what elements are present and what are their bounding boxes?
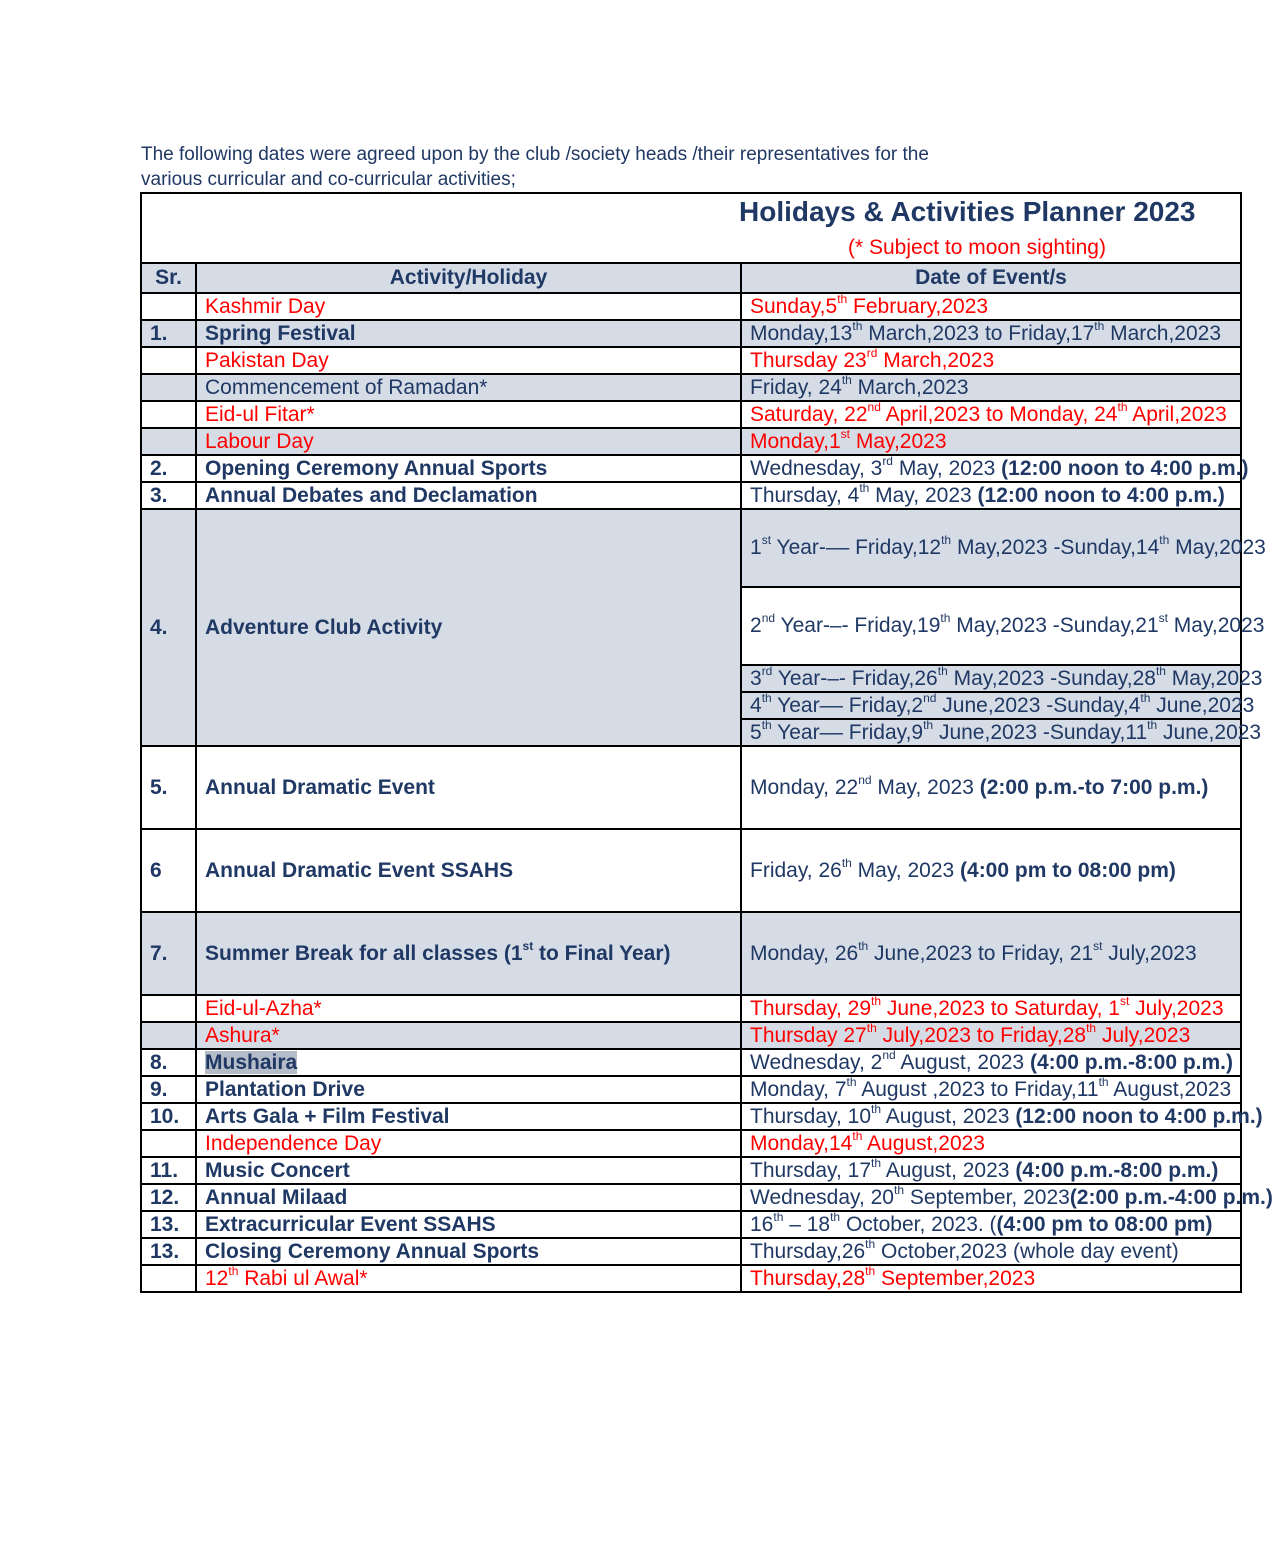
header-date: Date of Event/s: [741, 263, 1241, 293]
row-sr: 4.: [141, 509, 196, 746]
row-date: Thursday, 4th May, 2023 (12:00 noon to 4:00 p.m.): [741, 482, 1241, 509]
row-date: Thursday,28th September,2023: [741, 1265, 1241, 1292]
row-date: Sunday,5th February,2023: [741, 293, 1241, 320]
table-row: [141, 995, 1241, 1022]
row-date: Thursday 23rd March,2023: [741, 347, 1241, 374]
planner-subtitle: (* Subject to moon sighting): [848, 236, 1106, 259]
row-date: Friday, 26th May, 2023 (4:00 pm to 08:00 pm): [741, 829, 1241, 912]
table-row: [141, 347, 1241, 374]
row-activity: Plantation Drive: [196, 1076, 741, 1103]
row-activity: Independence Day: [196, 1130, 741, 1157]
planner-table: [140, 192, 1273, 1293]
row-activity: Labour Day: [196, 428, 741, 455]
row-activity: Annual Milaad: [196, 1184, 741, 1211]
row-sr: 1.: [141, 320, 196, 347]
row-sr: 2.: [141, 455, 196, 482]
row-sr: 3.: [141, 482, 196, 509]
row-sr: 7.: [141, 912, 196, 995]
row-activity: Eid-ul-Azha*: [196, 995, 741, 1022]
row-date: Wednesday, 2nd August, 2023 (4:00 p.m.-8:00 p.m.): [741, 1049, 1241, 1076]
table-row: [141, 482, 1241, 509]
row-sr: 13.: [141, 1238, 196, 1265]
row-sr: [141, 293, 196, 320]
row-activity: Spring Festival: [196, 320, 741, 347]
table-row: [141, 320, 1241, 347]
table-row: [141, 293, 1241, 320]
row-date: 2nd Year-–- Friday,19th May,2023 -Sunday,21st May,2023: [741, 587, 1241, 665]
row-date: Monday,13th March,2023 to Friday,17th March,2023: [741, 320, 1241, 347]
row-sr: [141, 374, 196, 401]
row-date: Monday, 26th June,2023 to Friday, 21st July,2023: [741, 912, 1241, 995]
table-row: [141, 455, 1241, 482]
row-activity: Adventure Club Activity: [196, 509, 741, 746]
row-date: Wednesday, 20th September, 2023(2:00 p.m.-4:00 p.m.): [741, 1184, 1241, 1211]
row-date: Thursday 27th July,2023 to Friday,28th July,2023: [741, 1022, 1241, 1049]
row-date: Thursday, 10th August, 2023 (12:00 noon to 4:00 p.m.): [741, 1103, 1241, 1130]
row-sr: [141, 995, 196, 1022]
row-date: Monday,14th August,2023: [741, 1130, 1241, 1157]
row-sr: [141, 428, 196, 455]
row-activity: Closing Ceremony Annual Sports: [196, 1238, 741, 1265]
row-date: Monday, 22nd May, 2023 (2:00 p.m.-to 7:00 p.m.): [741, 746, 1241, 829]
table-row: [141, 428, 1241, 455]
table-row: [141, 1238, 1241, 1265]
row-activity: Ashura*: [196, 1022, 741, 1049]
planner-title: Holidays & Activities Planner 2023: [739, 196, 1196, 227]
column-header-row: [141, 263, 1241, 293]
table-row: [141, 1265, 1241, 1292]
table-row: [141, 1157, 1241, 1184]
row-date: 1st Year-–– Friday,12th May,2023 -Sunday,14th May,2023: [741, 509, 1241, 587]
row-activity: Summer Break for all classes (1st to Final Year): [196, 912, 741, 995]
row-activity: Kashmir Day: [196, 293, 741, 320]
header-sr: Sr.: [141, 263, 196, 293]
row-activity: Arts Gala + Film Festival: [196, 1103, 741, 1130]
intro-text: [141, 142, 1141, 192]
row-date: 3rd Year-–- Friday,26th May,2023 -Sunday,28th May,2023: [741, 665, 1241, 692]
row-date: Wednesday, 3rd May, 2023 (12:00 noon to 4:00 p.m.): [741, 455, 1241, 482]
title-row: [141, 193, 1241, 263]
row-activity: Eid-ul Fitar*: [196, 401, 741, 428]
row-activity: Pakistan Day: [196, 347, 741, 374]
row-sr: 13.: [141, 1211, 196, 1238]
row-sr: [141, 347, 196, 374]
row-activity: Music Concert: [196, 1157, 741, 1184]
row-activity: Commencement of Ramadan*: [196, 374, 741, 401]
row-activity: Annual Dramatic Event SSAHS: [196, 829, 741, 912]
row-date: 5th Year–– Friday,9th June,2023 -Sunday,11th June,2023: [741, 719, 1241, 746]
row-sr: [141, 1130, 196, 1157]
intro-line-2: various curricular and co-curricular activities;: [141, 169, 516, 190]
highlighted-text: Mushaira: [205, 1050, 298, 1074]
row-date: Thursday,26th October,2023 (whole day event): [741, 1238, 1241, 1265]
row-sr: [141, 1022, 196, 1049]
row-date: Friday, 24th March,2023: [741, 374, 1241, 401]
row-activity: 12th Rabi ul Awal*: [196, 1265, 741, 1292]
table-row: [141, 1049, 1241, 1076]
row-date: Thursday, 29th June,2023 to Saturday, 1st July,2023: [741, 995, 1241, 1022]
row-activity: Extracurricular Event SSAHS: [196, 1211, 741, 1238]
row-activity: [196, 1049, 741, 1076]
intro-line-1: The following dates were agreed upon by the club /society heads /their representatives for the: [141, 144, 929, 165]
row-activity: Opening Ceremony Annual Sports: [196, 455, 741, 482]
row-sr: 10.: [141, 1103, 196, 1130]
table-row: [141, 829, 1241, 912]
row-date: Monday,1st May,2023: [741, 428, 1241, 455]
row-sr: 8.: [141, 1049, 196, 1076]
row-date: Saturday, 22nd April,2023 to Monday, 24th April,2023: [741, 401, 1241, 428]
table-row: [141, 746, 1241, 829]
row-sr: 5.: [141, 746, 196, 829]
table-row: [141, 401, 1241, 428]
table-row: [141, 509, 1241, 587]
row-activity: Annual Dramatic Event: [196, 746, 741, 829]
row-activity: Annual Debates and Declamation: [196, 482, 741, 509]
table-row: [141, 1184, 1241, 1211]
row-sr: 9.: [141, 1076, 196, 1103]
row-sr: 6: [141, 829, 196, 912]
header-activity: Activity/Holiday: [196, 263, 741, 293]
row-sr: [141, 1265, 196, 1292]
row-sr: [141, 401, 196, 428]
table-row: [141, 1103, 1241, 1130]
table-row: [141, 1022, 1241, 1049]
table-row: [141, 1211, 1241, 1238]
row-date: 16th – 18th October, 2023. ((4:00 pm to 08:00 pm): [741, 1211, 1241, 1238]
row-sr: 11.: [141, 1157, 196, 1184]
row-date: 4th Year–– Friday,2nd June,2023 -Sunday,4th June,2023: [741, 692, 1241, 719]
row-date: Monday, 7th August ,2023 to Friday,11th August,2023: [741, 1076, 1241, 1103]
row-sr: 12.: [141, 1184, 196, 1211]
table-row: [141, 1130, 1241, 1157]
table-row: [141, 912, 1241, 995]
table-row: [141, 374, 1241, 401]
row-date: Thursday, 17th August, 2023 (4:00 p.m.-8:00 p.m.): [741, 1157, 1241, 1184]
table-row: [141, 1076, 1241, 1103]
